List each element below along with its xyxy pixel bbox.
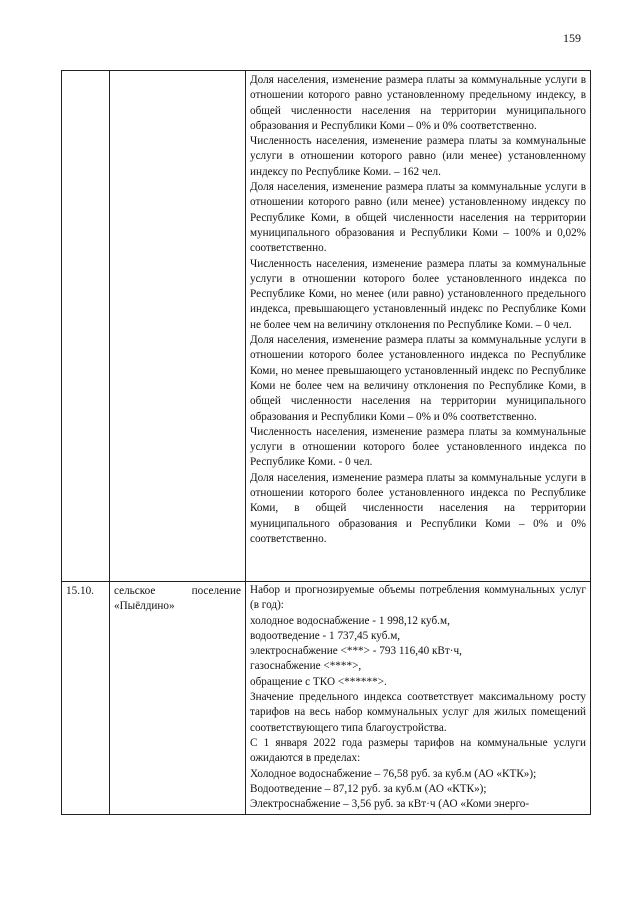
- paragraph: Доля населения, изменение размера платы за коммунальные услуги в отношении которого более установленного индекса по Республике Коми, но менее превышающего установленный индекс по Республике Коми не более чем на величину отклонения по Республике Коми, в общей численности населения на территории муниципального образования и Республики Коми – 0% и 0% соответственно.: [250, 334, 586, 423]
- paragraph: Набор и прогнозируемые объемы потребления коммунальных услуг (в год):: [250, 584, 586, 612]
- paragraph: Численность населения, изменение размера платы за коммунальные услуги в отношении которого более установленного индекса по Республике Коми. - 0 чел.: [250, 425, 586, 469]
- paragraph: Водоотведение – 87,12 руб. за куб.м (АО «КТК»);: [250, 782, 487, 795]
- paragraph: электроснабжение <***> - 793 116,40 кВт·ч,: [250, 645, 462, 658]
- settlement-name-cell: сельское поселение «Пыёлдино»: [110, 582, 246, 815]
- paragraph: обращение с ТКО <******>.: [250, 675, 387, 688]
- table-row: [62, 71, 591, 582]
- settlement-name-cell: [110, 71, 246, 582]
- paragraph: водоотведение - 1 737,45 куб.м,: [250, 629, 401, 642]
- paragraph: холодное водоснабжение - 1 998,12 куб.м,: [250, 614, 450, 627]
- description-cell: [246, 582, 591, 815]
- paragraph: Электроснабжение – 3,56 руб. за кВт·ч (АО «Коми энерго-: [250, 798, 530, 811]
- paragraph: газоснабжение <****>,: [250, 660, 362, 673]
- row-number-cell: 15.10.: [62, 582, 110, 815]
- page-number: 159: [563, 31, 581, 45]
- paragraph: Доля населения, изменение размера платы за коммунальные услуги в отношении которого более установленного индекса по Республике Коми, в общей численности населения на территории муниципального образования и Республики Коми – 0% и 0% соответственно.: [250, 471, 586, 545]
- paragraph: Численность населения, изменение размера платы за коммунальные услуги в отношении которого более установленного индекса по Республике Коми, но менее (или равно) установленного предельного индекса, превышающего установленный индекс по Республике Коми не более чем на величину отклонения по Республике Коми. – 0 чел.: [250, 257, 586, 331]
- paragraph: Значение предельного индекса соответствует максимальному росту тарифов на весь набор коммунальных услуг для жилых помещений соответствующего типа благоустройства.: [250, 691, 586, 734]
- paragraph: Доля населения, изменение размера платы за коммунальные услуги в отношении которого равно (или менее) установленному индексу по Республике Коми, в общей численности населения на территории муниципального образования и Республики Коми – 100% и 0,02% соответственно.: [250, 181, 586, 255]
- table-row: [62, 582, 591, 815]
- paragraph: С 1 января 2022 года размеры тарифов на коммунальные услуги ожидаются в пределах:: [250, 736, 586, 765]
- description-cell: [246, 71, 591, 582]
- paragraph: Доля населения, изменение размера платы за коммунальные услуги в отношении которого равно установленному предельному индексу, в общей численности населения на территории муниципального образования и Республики Коми – 0% и 0% соответственно.: [250, 74, 586, 132]
- paragraph: Холодное водоснабжение – 76,58 руб. за куб.м (АО «КТК»);: [250, 767, 537, 780]
- paragraph: Численность населения, изменение размера платы за коммунальные услуги в отношении которого равно (или менее) установленному индексу по Республике Коми. – 162 чел.: [250, 135, 586, 178]
- document-table: [61, 70, 591, 815]
- row-number-cell: [62, 71, 110, 582]
